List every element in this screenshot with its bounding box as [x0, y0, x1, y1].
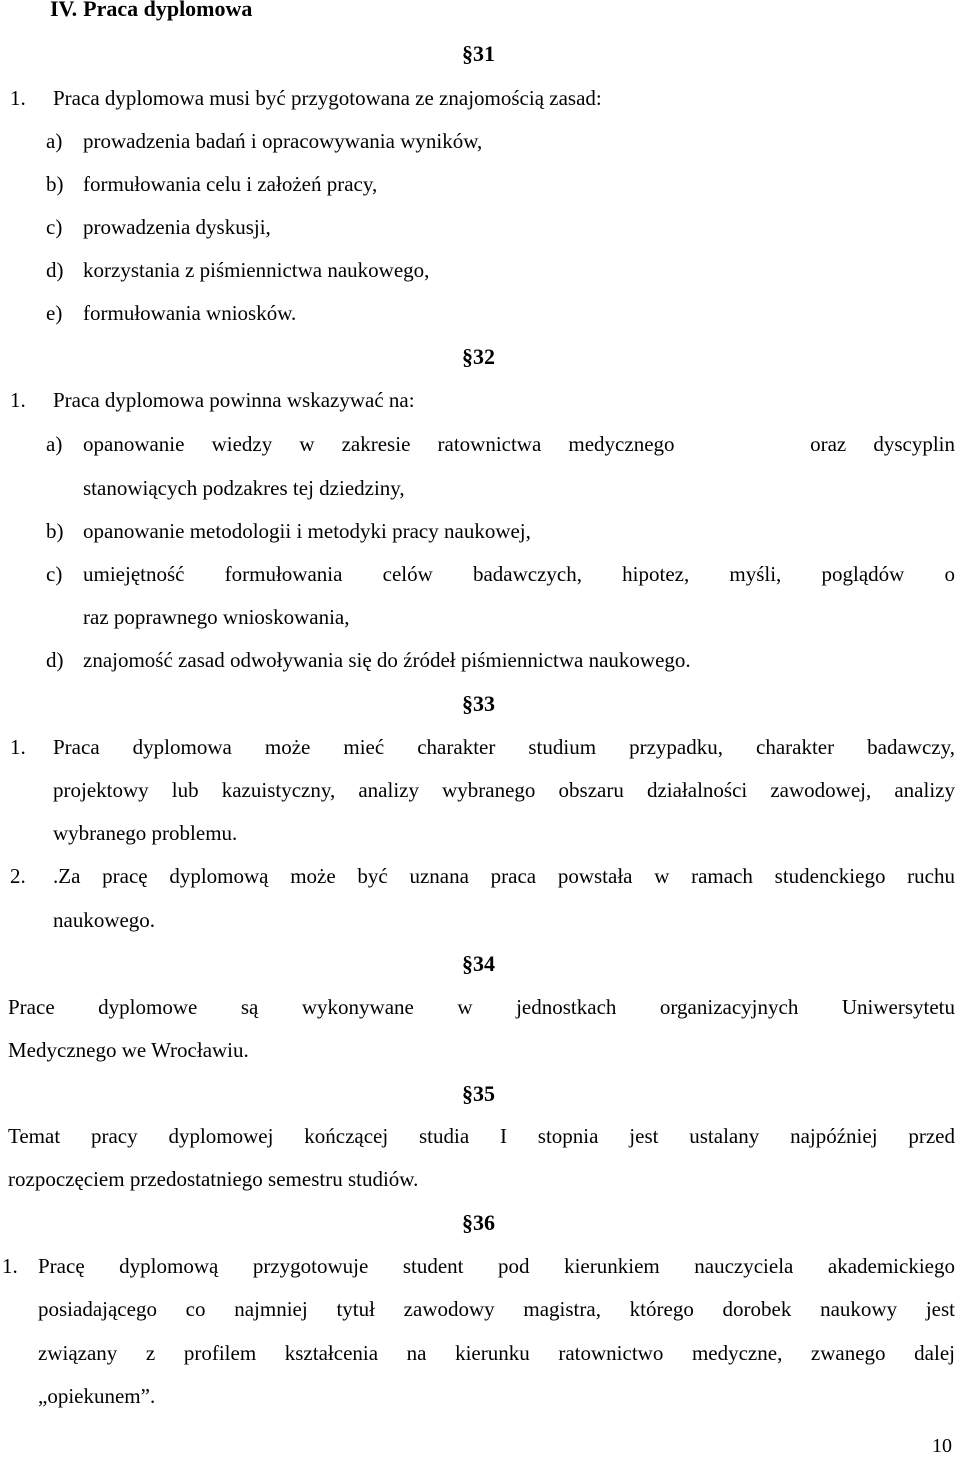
list-item-continuation: stanowiących podzakres tej dziedziny, [83, 476, 405, 500]
list-item: formułowania wniosków. [83, 301, 297, 325]
list-item-continuation: raz poprawnego wnioskowania, [83, 605, 350, 629]
list-marker: d) [46, 648, 64, 672]
list-item: prowadzenia badań i opracowywania wyników, [83, 129, 483, 153]
chapter-title: Praca dyplomowa [83, 0, 253, 21]
list-marker: e) [46, 301, 63, 325]
list-marker: a) [46, 432, 63, 456]
list-item: prowadzenia dyskusji, [83, 215, 271, 239]
chapter-number: IV. [50, 0, 78, 21]
paragraph-number: 1. [10, 388, 26, 412]
list-item: znajomość zasad odwoływania się do źródeł piśmiennictwa naukowego. [83, 648, 691, 672]
page-number: 10 [932, 1435, 952, 1457]
list-item: formułowania celu i założeń pracy, [83, 172, 378, 196]
list-item: umiejętność formułowania celów badawczych, hipotez, myśli, poglądów o [83, 562, 955, 586]
paragraph-text: Temat pracy dyplomowej kończącej studia I stopnia jest ustalany najpóźniej przed [8, 1124, 955, 1148]
paragraph-text: Praca dyplomowa powinna wskazywać na: [53, 388, 415, 412]
paragraph-text: posiadającego co najmniej tytuł zawodowy magistra, którego dorobek naukowy jest [38, 1297, 955, 1321]
list-item: korzystania z piśmiennictwa naukowego, [83, 258, 430, 282]
paragraph-number: 2. [10, 864, 26, 888]
paragraph-text: Praca dyplomowa musi być przygotowana ze znajomością zasad: [53, 86, 602, 110]
paragraph-text: Praca dyplomowa może mieć charakter studium przypadku, charakter badawczy, [53, 735, 955, 759]
paragraph-text: naukowego. [53, 908, 156, 932]
paragraph-text: Prace dyplomowe są wykonywane w jednostkach organizacyjnych Uniwersytetu [8, 995, 955, 1019]
list-marker: b) [46, 519, 64, 543]
paragraph-number: 1. [2, 1254, 18, 1278]
paragraph-number: 1. [10, 735, 26, 759]
paragraph-number: 1. [10, 86, 26, 110]
paragraph-text: rozpoczęciem przedostatniego semestru studiów. [8, 1167, 419, 1191]
paragraph-text: związany z profilem kształcenia na kierunku ratownictwo medyczne, zwanego dalej [38, 1341, 955, 1365]
list-item: opanowanie metodologii i metodyki pracy naukowej, [83, 519, 531, 543]
list-item: opanowanie wiedzy w zakresie ratownictwa medycznego oraz dyscyplin [83, 432, 955, 456]
list-marker: d) [46, 258, 64, 282]
list-marker: b) [46, 172, 64, 196]
list-marker: c) [46, 562, 63, 586]
paragraph-text: wybranego problemu. [53, 821, 238, 845]
list-marker: c) [46, 215, 63, 239]
paragraph-text: Medycznego we Wrocławiu. [8, 1038, 249, 1062]
list-marker: a) [46, 129, 63, 153]
paragraph-text: „opiekunem”. [38, 1384, 156, 1408]
paragraph-text: Pracę dyplomową przygotowuje student pod kierunkiem nauczyciela akademickiego [38, 1254, 955, 1278]
paragraph-text: projektowy lub kazuistyczny, analizy wybranego obszaru działalności zawodowej, analizy [53, 778, 955, 802]
paragraph-text: .Za pracę dyplomową może być uznana praca powstała w ramach studenckiego ruchu [53, 864, 955, 888]
chapter-heading [50, 0, 252, 24]
